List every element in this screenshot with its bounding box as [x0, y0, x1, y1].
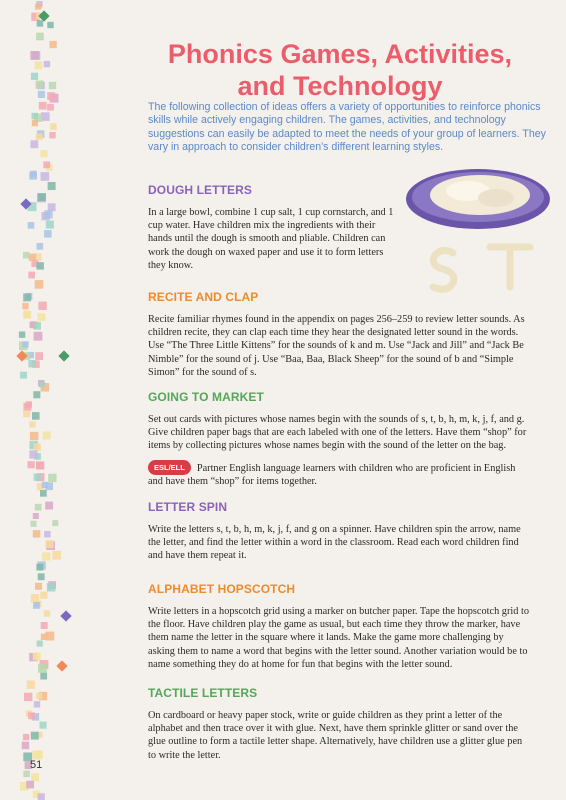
- mosaic-square: [45, 502, 53, 510]
- section-heading: LETTER SPIN: [148, 500, 228, 514]
- mosaic-square: [44, 61, 50, 67]
- section-heading: DOUGH LETTERS: [148, 183, 252, 197]
- mosaic-square: [38, 793, 45, 800]
- mosaic-square: [36, 693, 42, 699]
- section-body: In a large bowl, combine 1 cup salt, 1 cup cornstarch, and 1 cup water. Have children mix the ingredients with their hands until the dough is smooth and pliable. Children can work the dough on waxed paper and use it to form letters they know.: [148, 207, 394, 271]
- mosaic-square: [44, 210, 52, 218]
- page-number: 51: [30, 759, 43, 771]
- mosaic-square: [41, 112, 50, 121]
- esl-note: [148, 460, 530, 488]
- mosaic-square: [28, 222, 35, 229]
- mosaic-square: [39, 381, 45, 387]
- mosaic-square: [35, 352, 43, 360]
- esl-note-text: Partner English language learners with children who are proficient in English and have them “shop” for items together.: [148, 462, 516, 487]
- mosaic-diamond: [60, 610, 71, 621]
- mosaic-square: [29, 172, 37, 180]
- title-line-1: Phonics Games, Activities,: [167, 39, 513, 69]
- mosaic-diamond: [56, 660, 67, 671]
- mosaic-square: [37, 641, 43, 647]
- mosaic-square: [30, 432, 39, 441]
- section-letter-spin: [148, 500, 530, 563]
- section-alphabet-hopscotch: [148, 582, 530, 671]
- mosaic-square: [46, 540, 54, 548]
- mosaic-square: [37, 243, 44, 250]
- section-tactile-letters: [148, 686, 530, 762]
- mosaic-square: [38, 193, 46, 201]
- mosaic-square: [37, 20, 44, 27]
- section-dough-letters: [148, 183, 398, 272]
- section-body: Write letters in a hopscotch grid using a marker on butcher paper. Tape the hopscotch grid to the floor. Have children play the game as usual, but each time they throw the marker, have them name the letter in the square where it lands. Make the game more challenging by asking them to name a word that begins with the letter sound. Another variation would be to name something they do at home for fun that begins with the letter sound.: [148, 606, 529, 670]
- mosaic-square: [31, 773, 39, 781]
- mosaic-square: [36, 33, 44, 41]
- mosaic-square: [26, 781, 34, 789]
- mosaic-diamond: [16, 350, 27, 361]
- mosaic-square: [36, 564, 43, 571]
- mosaic-square: [38, 91, 45, 98]
- mosaic-square: [48, 203, 56, 211]
- mosaic-square: [32, 113, 39, 120]
- mosaic-square: [34, 332, 43, 341]
- title-line-2: and Technology: [237, 71, 443, 101]
- mosaic-square: [43, 161, 50, 168]
- mosaic-square: [41, 634, 47, 640]
- dough-bowl-photo-icon: [398, 165, 558, 300]
- mosaic-square: [34, 474, 41, 481]
- intro-paragraph: The following collection of ideas offers a variety of opportunities to reinforce phonics skills while actively engaging children. The games, activities, and technology suggestions can easily be adapted to meet the needs of your group of learners. They vary in approach to consider children's different learning styles.: [148, 101, 546, 154]
- mosaic-square: [31, 73, 38, 80]
- mosaic-square: [31, 521, 37, 527]
- section-recite-and-clap: [148, 290, 530, 379]
- mosaic-square: [28, 712, 35, 719]
- mosaic-square: [38, 302, 46, 310]
- mosaic-square: [47, 22, 53, 28]
- section-body: Write the letters s, t, b, h, m, k, j, f, and g on a spinner. Have children spin the arrow, name the letter, and find the letter within a word in the classroom. Read each word children find and have them repeat it.: [148, 524, 521, 562]
- mosaic-square: [46, 221, 54, 229]
- section-body: On cardboard or heavy paper stock, write or guide children as they print a letter of the alphabet and then trace over it with glue. Next, have them sprinkle glitter or sand over the glue outline to form a tactile letter shape. Alternatively, have children use a glitter glue pen to write the letter.: [148, 710, 523, 761]
- mosaic-square: [20, 372, 27, 379]
- mosaic-square: [23, 771, 30, 778]
- mosaic-square: [41, 622, 48, 629]
- mosaic-square: [44, 531, 50, 537]
- mosaic-square: [23, 311, 31, 319]
- mosaic-square: [50, 123, 57, 130]
- mosaic-square: [42, 482, 48, 488]
- mosaic-square: [35, 280, 44, 289]
- mosaic-square: [52, 520, 58, 526]
- mosaic-diamond: [38, 10, 49, 21]
- mosaic-square: [34, 444, 41, 451]
- mosaic-square: [22, 303, 28, 309]
- mosaic-square: [29, 254, 36, 261]
- mosaic-square: [49, 82, 56, 89]
- esl-badge: ESL/ELL: [148, 460, 191, 475]
- mosaic-square: [52, 551, 61, 560]
- mosaic-square: [36, 133, 43, 140]
- mosaic-square: [40, 150, 47, 157]
- mosaic-square: [40, 722, 47, 729]
- mosaic-square: [32, 120, 38, 126]
- mosaic-square: [37, 262, 44, 269]
- mosaic-square: [37, 462, 44, 469]
- mosaic-square: [28, 272, 35, 279]
- section-heading: ALPHABET HOPSCOTCH: [148, 582, 296, 596]
- section-heading: GOING TO MARKET: [148, 390, 264, 404]
- mosaic-square: [28, 360, 35, 367]
- mosaic-square: [47, 104, 54, 111]
- section-body: Recite familiar rhymes found in the appendix on pages 256–259 to review letter sounds. As children recite, they can clap each time they hear the designated letter sound in the words. Use “The Three Little Kittens” for the sounds of k and m. Use “Jack and Jill” and “Jack Be Nimble” for the sound of j. Use “Baa, Baa, Black Sheep” for the sound of b and “Simple Simon” for the sound of s.: [148, 314, 525, 378]
- mosaic-square: [38, 313, 46, 321]
- mosaic-square: [32, 412, 40, 420]
- mosaic-square: [31, 732, 39, 740]
- mosaic-square: [29, 450, 37, 458]
- mosaic-square: [34, 701, 40, 707]
- mosaic-square: [35, 62, 43, 70]
- mosaic-square: [33, 652, 41, 660]
- mosaic-square: [35, 4, 41, 10]
- mosaic-square: [40, 592, 47, 599]
- mosaic-square: [24, 693, 32, 701]
- page-title: [130, 38, 550, 102]
- mosaic-square: [36, 81, 44, 89]
- section-body: Set out cards with pictures whose names begin with the sounds of s, t, b, h, m, k, j, f, and g. Give children paper bags that are each labeled with one of the letters. Have them “shop” for items by collecting pictures whose names begin with the sound of the letter on the bag.: [148, 414, 527, 452]
- decorative-square-strip-icon: [0, 0, 90, 800]
- mosaic-square: [41, 172, 50, 181]
- mosaic-square: [23, 252, 30, 259]
- mosaic-square: [33, 530, 41, 538]
- mosaic-square: [38, 664, 47, 673]
- section-going-to-market: [148, 390, 530, 488]
- mosaic-square: [47, 583, 56, 592]
- mosaic-square: [27, 681, 35, 689]
- mosaic-square: [38, 573, 45, 580]
- mosaic-square: [23, 410, 30, 417]
- mosaic-square: [48, 182, 56, 190]
- mosaic-square: [35, 583, 42, 590]
- mosaic-square: [29, 421, 35, 427]
- mosaic-square: [35, 504, 42, 511]
- mosaic-square: [40, 490, 47, 497]
- mosaic-square: [23, 294, 31, 302]
- mosaic-square: [43, 431, 51, 439]
- mosaic-square: [19, 332, 25, 338]
- mosaic-square: [42, 552, 50, 560]
- mosaic-square: [23, 734, 29, 740]
- mosaic-square: [33, 602, 40, 609]
- mosaic-diamond: [58, 350, 69, 361]
- mosaic-square: [48, 474, 56, 482]
- mosaic-square: [28, 461, 35, 468]
- mosaic-square: [49, 132, 55, 138]
- mosaic-square: [50, 41, 57, 48]
- section-heading: TACTILE LETTERS: [148, 686, 258, 700]
- mosaic-square: [30, 140, 38, 148]
- mosaic-square: [22, 341, 28, 347]
- mosaic-square: [47, 92, 55, 100]
- mosaic-square: [33, 391, 40, 398]
- mosaic-square: [44, 610, 51, 617]
- mosaic-square: [26, 401, 32, 407]
- mosaic-square: [33, 322, 41, 330]
- mosaic-square: [39, 102, 47, 110]
- mosaic-square: [44, 230, 52, 238]
- mosaic-square: [40, 673, 47, 680]
- section-heading: RECITE AND CLAP: [148, 290, 259, 304]
- mosaic-square: [33, 513, 39, 519]
- mosaic-square: [30, 51, 39, 60]
- mosaic-square: [22, 742, 30, 750]
